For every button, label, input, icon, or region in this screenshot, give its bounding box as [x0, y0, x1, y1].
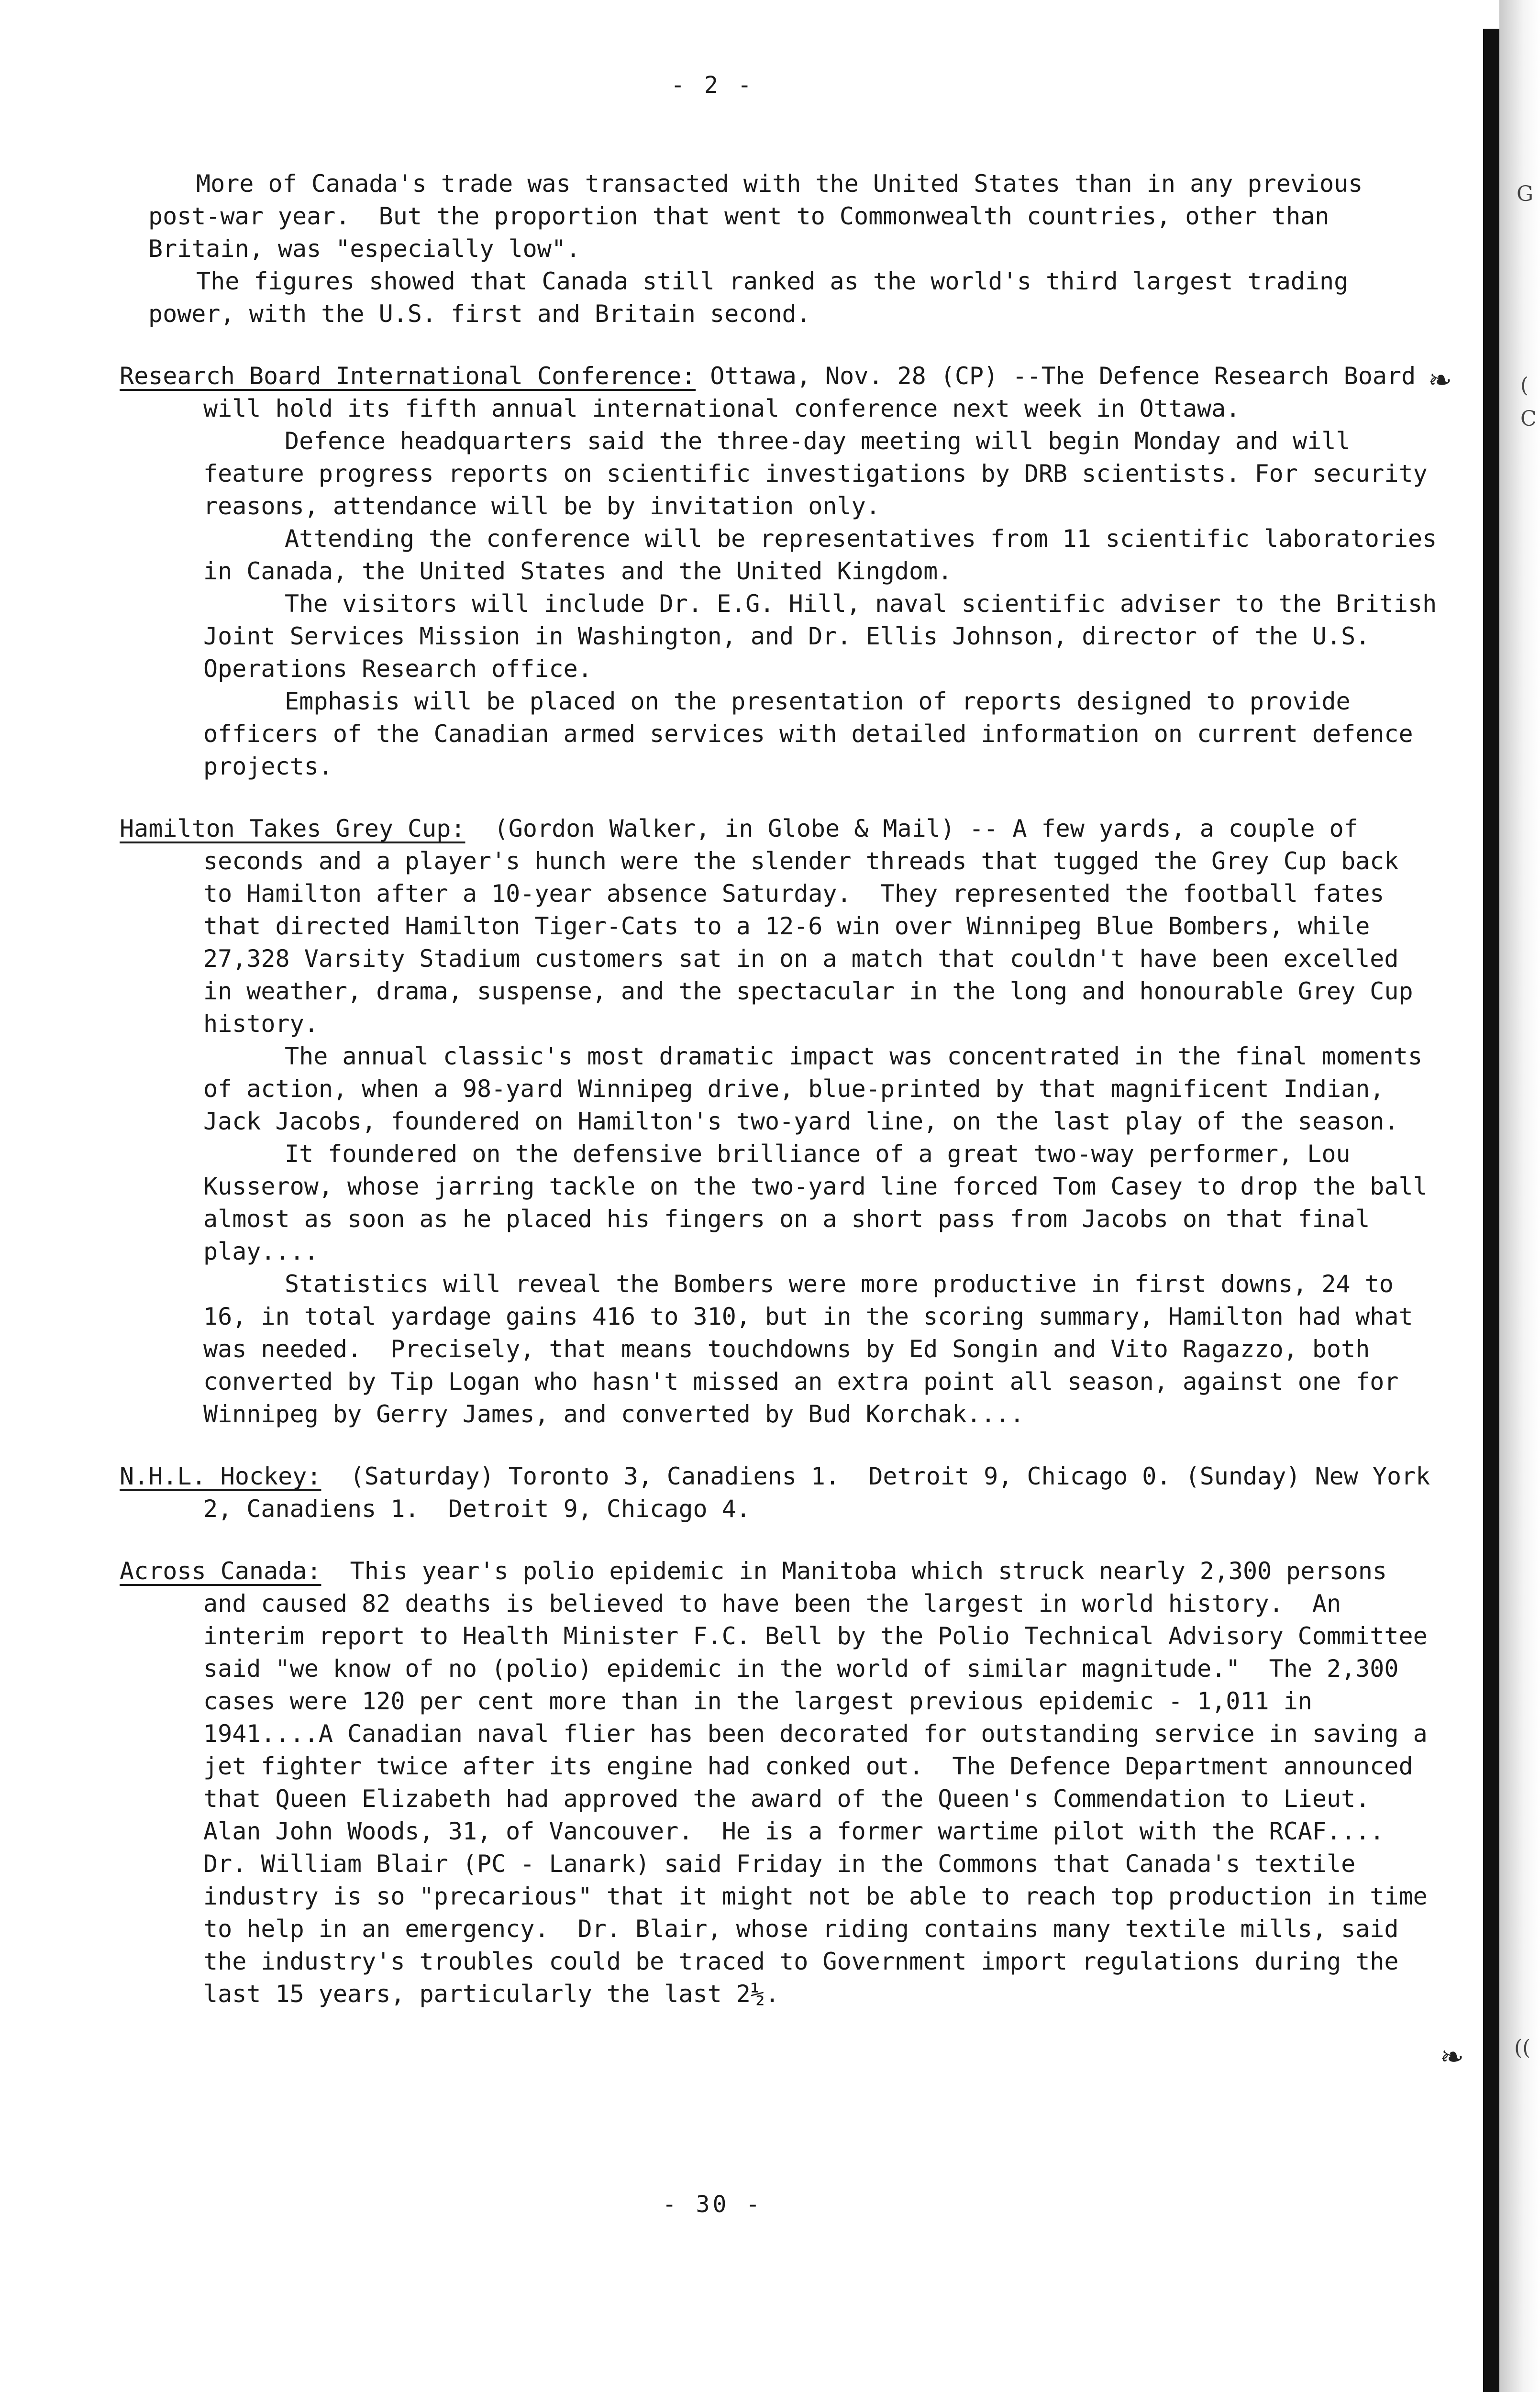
paragraph: Defence headquarters said the three-day meeting will begin Monday and will feature progress reports on scientific investigations by DRB scientists. For security reasons, attendance will be by invitation only. [203, 427, 1442, 520]
paragraph: The annual classic's most dramatic impact was concentrated in the final moments of action, when a 98-yard Winnipeg drive, blue-printed by that magnificent Indian, Jack Jacobs, foundered on Hamilton's two-yard line, on the last play of the season. [203, 1042, 1437, 1135]
document-body [120, 167, 1451, 2010]
paragraph: Emphasis will be placed on the presentation of reports designed to provide officers of the Canadian armed services with detailed information on current defence projects. [203, 687, 1428, 780]
binding-shadow [1499, 0, 1540, 2392]
intro-section [120, 167, 1440, 330]
paragraph: More of Canada's trade was transacted with the United States than in any previous post-war year. But the proportion that went to Commonwealth countries, other than Britain, was "especially low". [148, 170, 1377, 263]
paragraph: The figures showed that Canada still ranked as the world's third largest trading power, with the U.S. first and Britain second. [148, 267, 1363, 328]
section-heading: N.H.L. Hockey: [120, 1462, 321, 1490]
news-item-lead [120, 1555, 1440, 2010]
news-item-lead [120, 360, 1440, 425]
page-number-top: - 2 - [671, 72, 754, 99]
page-number-bottom: - 30 - [662, 2191, 763, 2218]
news-item-nhl-hockey [120, 1460, 1445, 1525]
news-item-research-board [120, 360, 1451, 783]
margin-scribble: ❧ [1440, 2040, 1464, 2074]
lead-text: Ottawa, Nov. 28 (CP) --The Defence Research Board will hold its fifth annual international conference next week in Ottawa. [203, 362, 1430, 422]
edge-mark: C [1520, 407, 1537, 431]
section-heading: Research Board International Conference: [120, 362, 696, 390]
section-heading: Across Canada: [120, 1557, 321, 1585]
edge-mark: ( [1520, 373, 1529, 398]
news-item-lead [120, 1460, 1445, 1525]
lead-text: (Gordon Walker, in Globe & Mail) -- A few yards, a couple of seconds and a player's hunch were the slender threads that tugged the Grey Cup back to Hamilton after a 10-year absence Saturday. They represented the football fates that directed Hamilton Tiger-Cats to a 12-6 win over Winnipeg Blue Bombers, while 27,328 Varsity Stadium customers sat in on a match that couldn't have been excelled in weather, drama, suspense, and the spectacular in the long and honourable Grey Cup history. [203, 815, 1428, 1038]
news-item-grey-cup [120, 812, 1440, 1430]
news-item-across-canada [120, 1555, 1440, 2010]
paragraph: The visitors will include Dr. E.G. Hill, naval scientific adviser to the British Joint Services Mission in Washington, and Dr. Ellis Johnson, director of the U.S. Operations Research office. [203, 590, 1451, 683]
lead-text: (Saturday) Toronto 3, Canadiens 1. Detroit 9, Chicago 0. (Sunday) New York 2, Canadiens 1. Detroit 9, Chicago 4. [203, 1462, 1445, 1523]
edge-mark: (( [1514, 2036, 1531, 2060]
news-item-lead [120, 812, 1440, 1040]
lead-text: This year's polio epidemic in Manitoba which struck nearly 2,300 persons and caused 82 deaths is believed to have been the largest in world history. An interim report to Health Minister F.C. Bell by the Polio Technical Advisory Committee said "we know of no (polio) epidemic in the world of similar magnitude." The 2,300 cases were 120 per cent more than in the largest previous epidemic - 1,011 in 1941....A Canadian naval flier has been decorated for outstanding service in saving a jet fighter twice after its engine had conked out. The Defence Department announced that Queen Elizabeth had approved the award of the Queen's Commendation to Lieut. Alan John Woods, 31, of Vancouver. He is a former wartime pilot with the RCAF.... Dr. William Blair (PC - Lanark) said Friday in the Commons that Canada's textile industry is so "precarious" that it might not be able to reach top production in time to help in an emergency. Dr. Blair, whose riding contains many textile mills, said the industry's troubles could be traced to Government import regulations during the last 15 years, particularly the last 2½. [203, 1557, 1442, 2008]
margin-scribble: ❧ [1428, 364, 1452, 397]
section-heading: Hamilton Takes Grey Cup: [120, 815, 465, 842]
edge-mark: G [1517, 182, 1534, 206]
paragraph: Attending the conference will be representatives from 11 scientific laboratories in Canada, the United States and the United Kingdom. [203, 525, 1451, 585]
paragraph: Statistics will reveal the Bombers were more productive in first downs, 24 to 16, in total yardage gains 416 to 310, but in the scoring summary, Hamilton had what was needed. Precisely, that means touchdowns by Ed Songin and Vito Ragazzo, both converted by Tip Logan who hasn't missed an extra point all season, against one for Winnipeg by Gerry James, and converted by Bud Korchak.... [203, 1270, 1428, 1428]
paragraph: It foundered on the defensive brilliance of a great two-way performer, Lou Kusserow, whose jarring tackle on the two-yard line forced Tom Casey to drop the ball almost as soon as he placed his fingers on a short pass from Jacobs on that final play.... [203, 1140, 1442, 1265]
binding-edge [1483, 29, 1499, 2392]
